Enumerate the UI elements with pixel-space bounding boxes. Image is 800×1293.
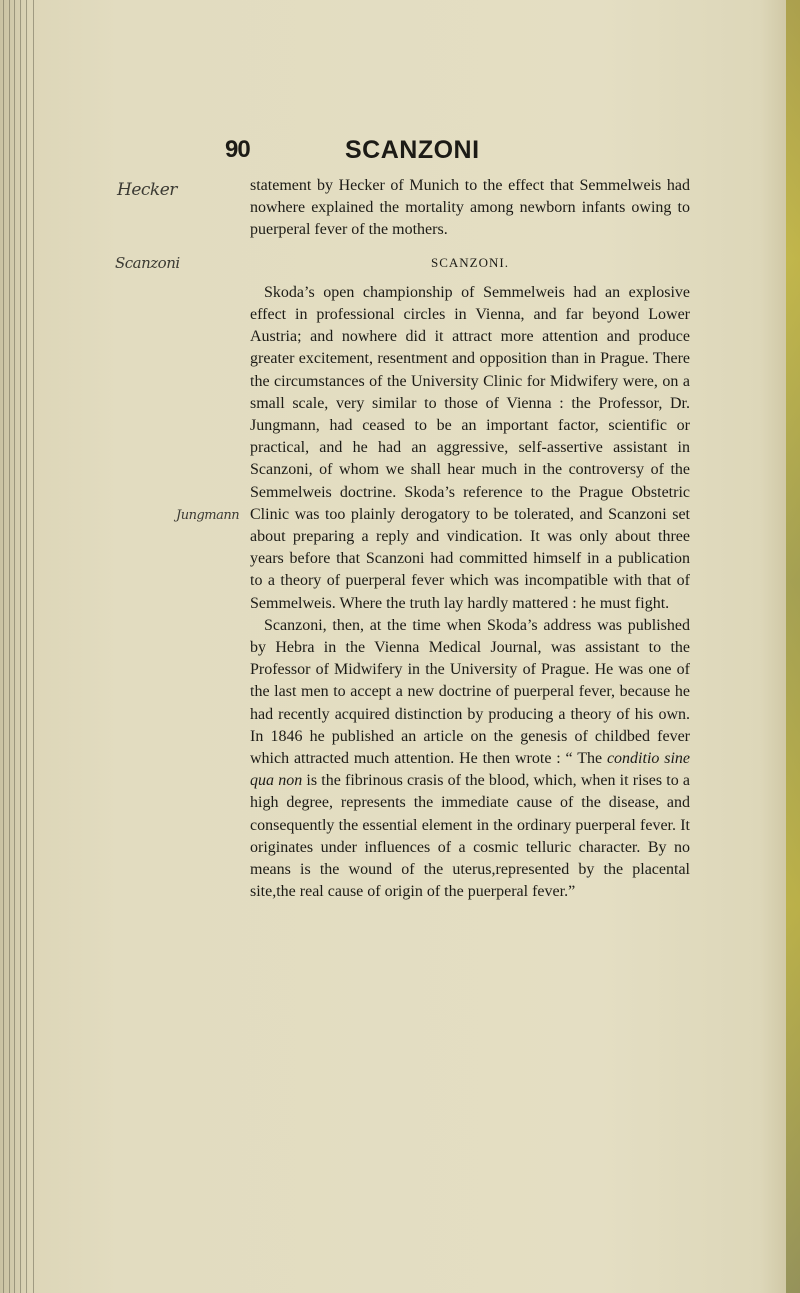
section-heading: SCANZONI. <box>431 254 509 270</box>
page-edge-stain <box>786 0 800 1293</box>
page-header <box>0 136 800 166</box>
paragraph-2: Skoda’s open championship of Semmelweis had an explosive effect in professional circles in Vienna, and far beyond Lower Austria; and nowhere did it attract more attention and produce greater excitement, resentment and opposition than in Prague. There the circumstances of the University Clinic for Midwifery were, on a small scale, very similar to those of Vienna : the Professor, Dr. Jungmann, had ceased to be an important factor, scientific or practical, and he had an aggressive, self-assertive assistant in Scanzoni, of whom we shall hear much in the controversy of the Semmelweis doctrine. Skoda’s reference to the Prague Obstetric Clinic was too plainly derogatory to be tolerated, and Scanzoni set about preparing a reply and vindication. It was only about three years before that Scanzoni had committed himself in a publication to a theory of puerperal fever which was incompatible with that of Semmelweis. Where the truth lay hardly mattered : he must fight. <box>250 283 690 612</box>
paragraph-1: statement by Hecker of Munich to the effect that Semmelweis had nowhere explained the mortality among newborn infants owing to puerperal fever of the mothers. <box>250 177 690 239</box>
margin-note-jungmann: Jungmann <box>176 508 240 523</box>
running-title: SCANZONI <box>345 136 480 164</box>
paragraph-3-text-b: is the fibrinous crasis of the blood, which, when it rises to a high degree, represents the immediate cause of the disease, and consequently the essential element in the ordinary puerperal fever. It originates under influences of a cosmic telluric character. By no means is the wound of the uterus,represented by the placental site,the real cause of origin of the puerperal fever.” <box>250 772 691 901</box>
page-number: 90 <box>225 136 250 163</box>
paragraph-3-italic: conditio sine qua non <box>250 750 691 790</box>
body-text <box>250 175 690 904</box>
paragraph-3 <box>250 615 690 904</box>
margin-note-scanzoni: Scanzoni <box>115 254 180 272</box>
margin-note-hecker: Hecker <box>117 180 177 200</box>
paragraph-3-text-a: Scanzoni, then, at the time when Skoda’s address was published by Hebra in the Vienna Medical Journal, was assistant to the Professor of Midwifery in the University of Prague. He was one of the last men to accept a new doctrine of puerperal fever, because he had recently acquired distinction by producing a theory of his own. In 1846 he published an article on the genesis of childbed fever which attracted much attention. He then wrote : “ The <box>250 616 690 768</box>
binding-gutter <box>0 0 40 1293</box>
